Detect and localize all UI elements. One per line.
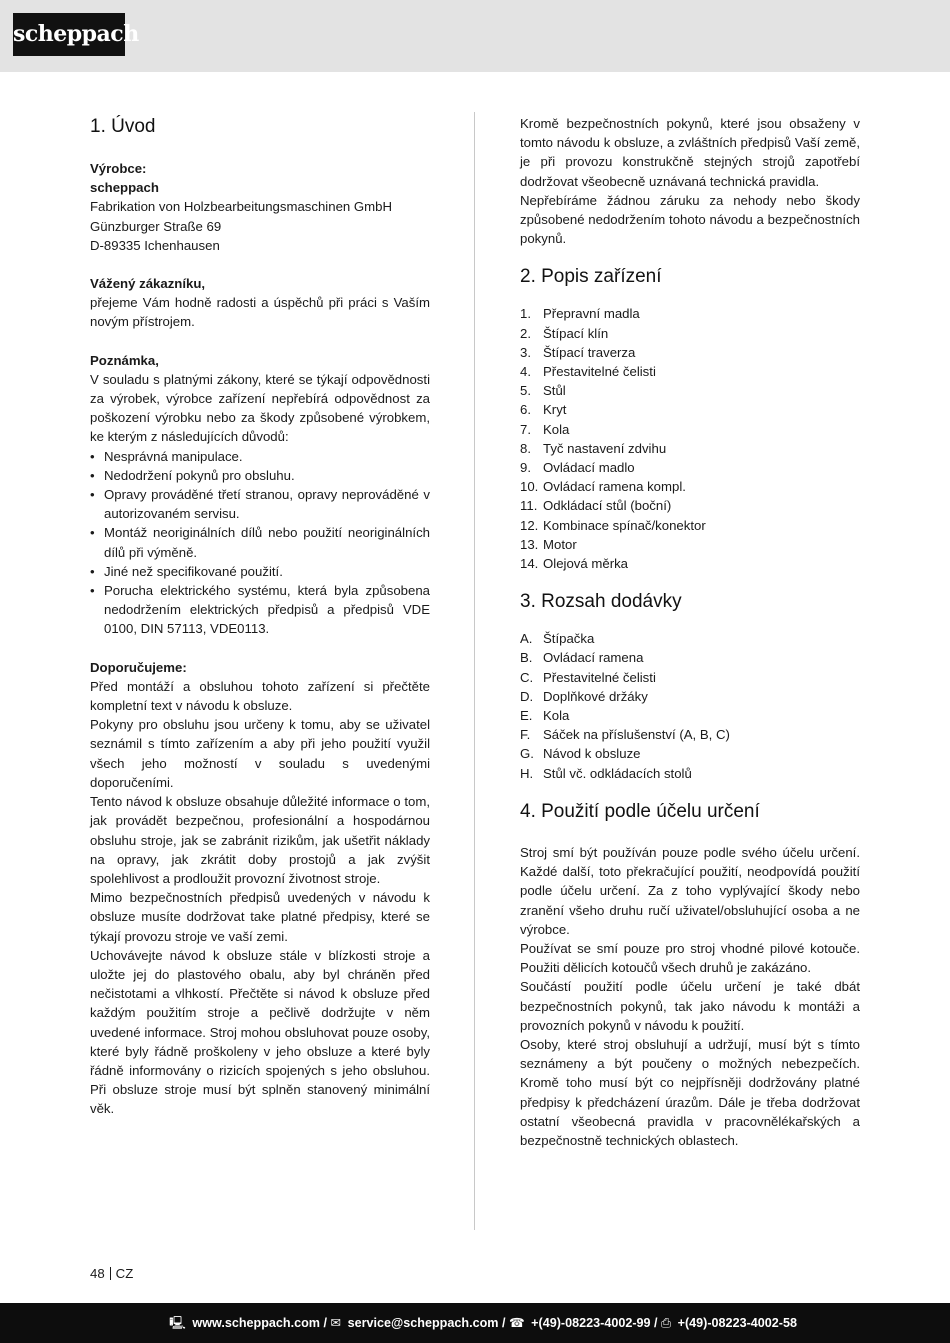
page-number bbox=[90, 1265, 133, 1283]
list-item: 3. Štípací traverza bbox=[520, 344, 636, 360]
maker-address-line: Günzburger Straße 69 bbox=[90, 218, 222, 234]
maker-name: scheppach bbox=[90, 180, 159, 196]
list-item: 10. Ovládací ramena kompl. bbox=[520, 479, 686, 495]
section-heading-delivery: 3. Rozsah dodávky bbox=[520, 591, 682, 613]
paragraph: Stroj smí být používán pouze podle svého účelu určení. Každé další, toto překračující použití, neodpovídá použití podle účelu určení. Za z toho vyplývající škody nebo zranění všeho druhu ručí uživatel/obsluhující osoba a ne výrobce. bbox=[520, 844, 860, 937]
parts-list bbox=[520, 304, 860, 573]
list-item: C. Přestavitelné čelisti bbox=[520, 669, 656, 685]
list-item: • Montáž neoriginálních dílů nebo použití neoriginálních dílů při výměně. bbox=[90, 523, 430, 561]
list-item: 1. Přepravní madla bbox=[520, 306, 640, 322]
footer-email: service@scheppach.com / bbox=[347, 1316, 506, 1330]
contact-footer bbox=[0, 1303, 950, 1343]
paragraph: Uchovávejte návod k obsluze stále v blízkosti stroje a uložte jej do plastového obalu, aby byl chráněn před nečistotami a vlhkostí. Přečtěte si návod k obsluze před každým použitím stroje a pečlivě dodržujte v něm uvedené informace. Stroj mohou obsluhovat pouze osoby, které byly řádně proškoleny v jeho obsluze a které byly řádně informovány o rizicích spojených s jeho obsluhou. Při obsluze stroje musí být splněn stanovený minimální věk. bbox=[90, 947, 430, 1117]
list-item: D. Doplňkové držáky bbox=[520, 688, 648, 704]
note-label: Poznámka, bbox=[90, 352, 159, 368]
recommendation-label: Doporučujeme: bbox=[90, 659, 187, 675]
list-item: • Porucha elektrického systému, která byla způsobena nedodržením elektrických předpisů a předpisů VDE 0100, DIN 57113, VDE0113. bbox=[90, 581, 430, 639]
delivery-list bbox=[520, 629, 860, 783]
dear-customer-text: přejeme Vám hodně radosti a úspěchů při práci s Vaším novým přístrojem. bbox=[90, 295, 430, 330]
column-divider bbox=[474, 112, 475, 1230]
page-number-value: 48 bbox=[90, 1266, 105, 1281]
list-item: G. Návod k obsluze bbox=[520, 746, 641, 762]
footer-web: www.scheppach.com / bbox=[192, 1316, 328, 1330]
paragraph: Pokyny pro obsluhu jsou určeny k tomu, aby se uživatel seznámil s tímto zařízením a aby při jeho použití využil všech jeho možností v souladu s uvedenými doporučeními. bbox=[90, 717, 430, 790]
paragraph: Mimo bezpečnostních předpisů uvedených v návodu k obsluze musíte dodržovat take platné předpisy, které se týkají provozu stroje ve vaší zemi. bbox=[90, 890, 430, 944]
right-column bbox=[520, 114, 860, 1150]
list-item: 14. Olejová měrka bbox=[520, 556, 629, 572]
list-item: E. Kola bbox=[520, 708, 570, 724]
maker-address-line: Fabrikation von Holzbearbeitungsmaschinen GmbH bbox=[90, 199, 392, 215]
paragraph: Tento návod k obsluze obsahuje důležité informace o tom, jak provádět bezpečnou, profesionální a hospodárnou obsluhu stroje, jak se zabránit rizikům, jak ušetřit náklady na opravy, jak zkrátit doby prostojů a jak zvýšit spolehlivost a prodloužit provozní životnost stroje. bbox=[90, 794, 430, 886]
footer-phone: +(49)-08223-4002-99 / bbox=[531, 1316, 658, 1330]
liability-list bbox=[90, 447, 430, 639]
list-item: 5. Stůl bbox=[520, 383, 566, 399]
paragraph: Kromě bezpečnostních pokynů, které jsou obsaženy v tomto návodu k obsluze, a zvláštních předpisů Vaší země, je při provozu konstrukčně stejných strojů zapotřebí dodržovat všeobecně uznávaná technická pravidla. bbox=[520, 116, 860, 189]
paragraph: Součástí použití podle účelu určení je také dbát bezpečnostních pokynů, tak jako návodu k montáži a provozních pokynů v návodu k použití. bbox=[520, 979, 860, 1033]
list-item: 2. Štípací klín bbox=[520, 325, 609, 341]
list-item: 4. Přestavitelné čelisti bbox=[520, 364, 656, 380]
maker-address-line: D-89335 Ichenhausen bbox=[90, 237, 220, 253]
list-item: H. Stůl vč. odkládacích stolů bbox=[520, 765, 692, 781]
paragraph: Před montáží a obsluhou tohoto zařízení si přečtěte kompletní text v návodu k obsluze. bbox=[90, 678, 430, 714]
paragraph: Používat se smí pouze pro stroj vhodné pilové kotouče. Použiti dělicích kotoučů všech druhů je zakázáno. bbox=[520, 940, 860, 976]
section-heading-intended-use: 4. Použití podle účelu určení bbox=[520, 800, 760, 822]
list-item: A. Štípačka bbox=[520, 631, 595, 647]
section-heading-description: 2. Popis zařízení bbox=[520, 266, 662, 288]
list-item: • Nesprávná manipulace. bbox=[90, 447, 430, 466]
fax-icon: ⎙ bbox=[661, 1316, 672, 1330]
list-item: 8. Tyč nastavení zdvihu bbox=[520, 440, 667, 456]
list-item: • Opravy prováděné třetí stranou, opravy neprováděné v autorizovaném servisu. bbox=[90, 485, 430, 523]
list-item: • Jiné než specifikované použití. bbox=[90, 562, 430, 581]
list-item: 12. Kombinace spínač/konektor bbox=[520, 517, 706, 533]
footer-fax: +(49)-08223-4002-58 bbox=[677, 1316, 797, 1330]
page-language: CZ bbox=[115, 1266, 134, 1281]
list-item: 9. Ovládací madlo bbox=[520, 460, 635, 476]
paragraph: Nepřebíráme žádnou záruku za nehody nebo škody způsobené nedodržením tohoto návodu a bezpečnostních pokynů. bbox=[520, 192, 860, 247]
list-item: 6. Kryt bbox=[520, 402, 567, 418]
maker-label: Výrobce: bbox=[90, 161, 147, 176]
dear-customer-label: Vážený zákazníku, bbox=[90, 276, 206, 292]
list-item: F. Sáček na příslušenství (A, B, C) bbox=[520, 727, 730, 743]
page-number-separator bbox=[110, 1267, 111, 1280]
list-item: 11. Odkládací stůl (boční) bbox=[520, 498, 672, 514]
list-item: 13. Motor bbox=[520, 536, 577, 552]
left-column bbox=[90, 114, 430, 1119]
scheppach-logo: scheppach bbox=[13, 13, 125, 56]
list-item: B. Ovládací ramena bbox=[520, 650, 644, 666]
list-item: 7. Kola bbox=[520, 421, 570, 437]
list-item: • Nedodržení pokynů pro obsluhu. bbox=[90, 466, 430, 485]
envelope-icon: ✉ bbox=[330, 1316, 342, 1330]
phone-icon: ☎ bbox=[508, 1316, 525, 1330]
computer-icon: 🖳 bbox=[169, 1316, 186, 1330]
section-heading-intro: 1. Úvod bbox=[90, 116, 156, 137]
note-text: V souladu s platnými zákony, které se týkají odpovědnosti za výrobek, výrobce zařízení nepřebírá odpovědnost za poškození výrobku nebo za škody způsobené výrobkem, ke kterým z následujících důvodů: bbox=[90, 371, 430, 445]
paragraph: Osoby, které stroj obsluhují a udržují, musí být s tímto seznámeny a být poučeny o možných nebezpečích. Kromě toho musí být co nejpřísněji dodržovány platné předpisy k předcházení úrazům. Dále je třeba dodržovat ostatní všeobecná pravidla v pracovnělékařských a bezpečnostně technických oblastech. bbox=[520, 1036, 860, 1148]
header-band bbox=[0, 0, 950, 72]
